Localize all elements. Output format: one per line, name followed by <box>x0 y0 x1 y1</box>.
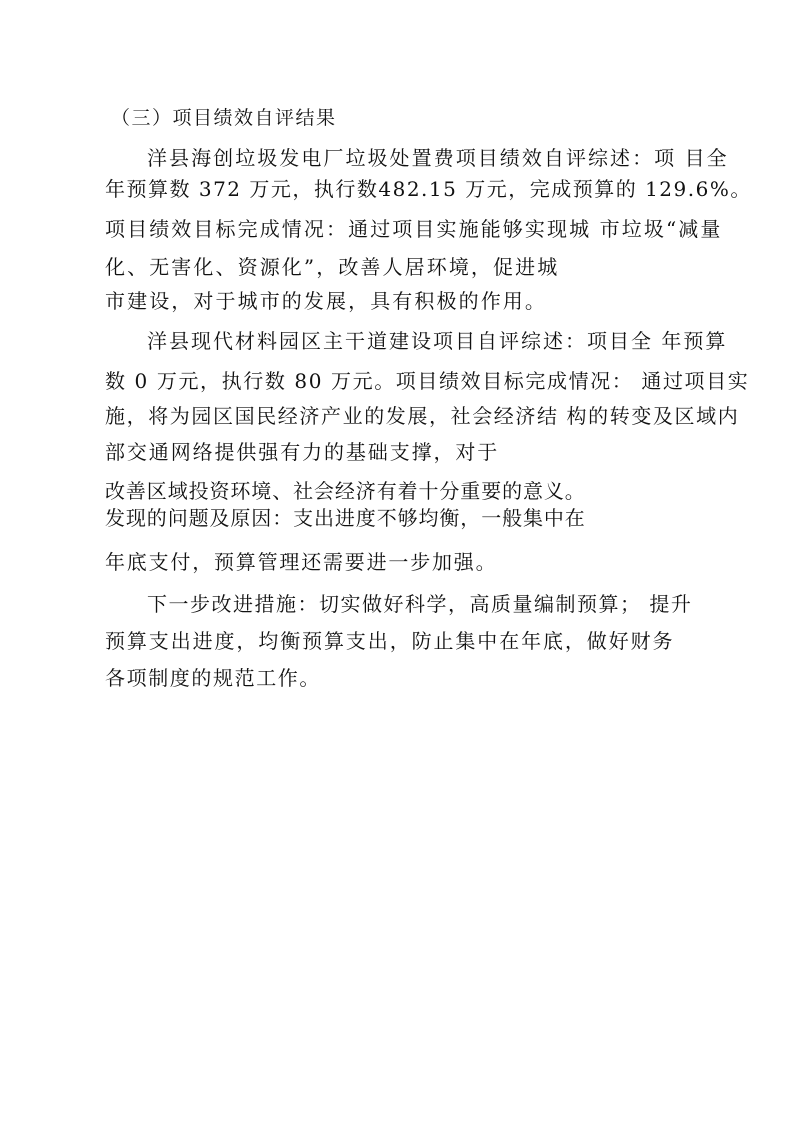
paragraph-line: 预算支出进度，均衡预算支出，防止集中在年底，做好财务 <box>105 629 675 653</box>
paragraph-line: 各项制度的规范工作。 <box>105 666 321 690</box>
paragraph-line: 项目绩效目标完成情况：通过项目实施能够实现城 市垃圾“减量 <box>105 217 723 241</box>
paragraph-line: 部交通网络提供强有力的基础支撑，对于 <box>105 440 500 464</box>
paragraph-line: 年预算数 372 万元，执行数482.15 万元，完成预算的 129.6%。 <box>105 177 752 201</box>
paragraph-line: 洋县现代材料园区主干道建设项目自评综述：项目全 年预算 <box>147 329 728 353</box>
paragraph-line: 改善区域投资环境、社会经济有着十分重要的意义。 <box>105 479 586 503</box>
section-heading: （三）项目绩效自评结果 <box>111 107 337 129</box>
paragraph-line: 市建设，对于城市的发展，具有积极的作用。 <box>105 289 547 313</box>
paragraph-line: 数 0 万元，执行数 80 万元。项目绩效目标完成情况： 通过项目实 <box>105 369 750 393</box>
paragraph-line: 下一步改进措施：切实做好科学，高质量编制预算； 提升 <box>147 592 693 616</box>
paragraph-line: 洋县海创垃圾发电厂垃圾处置费项目绩效自评综述：项 目全 <box>147 146 729 170</box>
paragraph-line: 发现的问题及原因：支出进度不够均衡，一般集中在 <box>105 506 586 530</box>
paragraph-line: 年底支付，预算管理还需要进一步加强。 <box>105 550 498 574</box>
paragraph-line: 化、无害化、资源化”，改善人居环境，促进城 <box>105 255 560 279</box>
paragraph-line: 施，将为园区国民经济产业的发展，社会经济结 构的转变及区域内 <box>105 404 740 428</box>
